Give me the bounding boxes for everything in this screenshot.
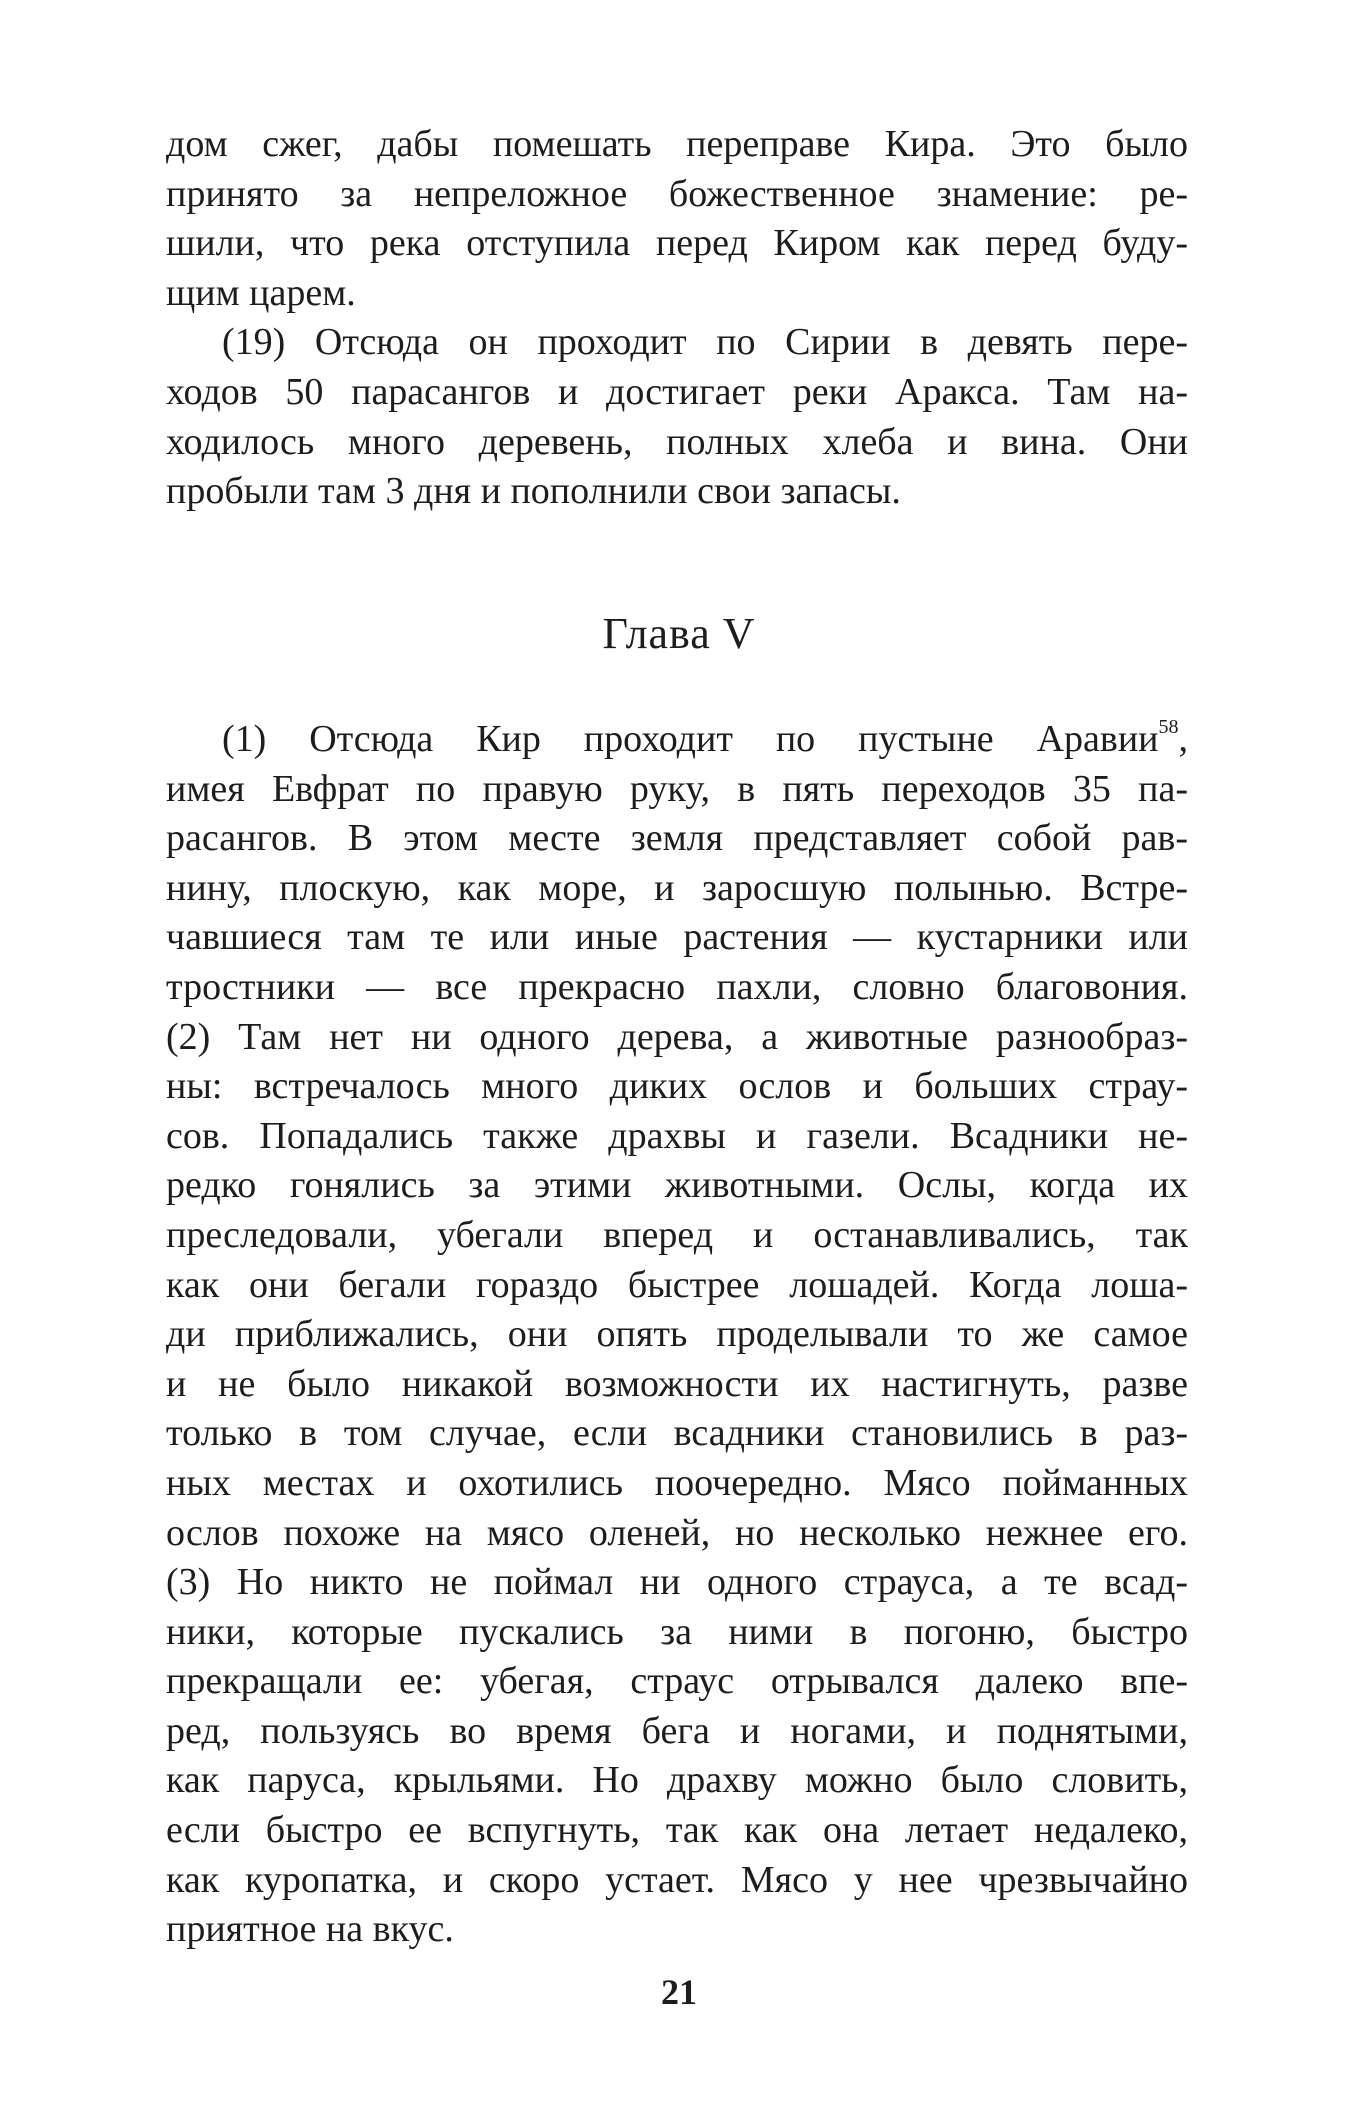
text-line: только в том случае, если всадники становились в раз- — [166, 1412, 1188, 1455]
text-line: дом сжег, дабы помешать переправе Кира. Это было — [166, 123, 1188, 165]
text-line: как они бегали гораздо быстрее лошадей. Когда лоша- — [166, 1263, 1188, 1306]
text-line: как куропатка, и скоро устает. Мясо у нее чрезвычайно — [166, 1858, 1188, 1901]
text-line: имея Евфрат по правую руку, в пять переходов 35 па- — [166, 767, 1188, 810]
text-line: как паруса, крыльями. Но драхву можно было словить, — [166, 1759, 1188, 1802]
chapter-heading: Глава V — [602, 609, 756, 658]
text-line: сов. Попадались также драхвы и газели. Всадники не- — [166, 1114, 1188, 1157]
text-line: ослов похоже на мясо оленей, но несколько нежнее его. — [166, 1511, 1188, 1554]
text-line: если быстро ее вспугнуть, так как она летает недалеко, — [166, 1809, 1188, 1852]
footnote-marker[interactable]: 58 — [1158, 716, 1179, 739]
text-line: ники, которые пускались за ними в погоню, быстро — [166, 1610, 1188, 1653]
text-line: (2) Там нет ни одного дерева, а животные разнообраз- — [166, 1015, 1188, 1058]
text-line: ред, пользуясь во время бега и ногами, и поднятыми, — [166, 1709, 1188, 1752]
text-line: ны: встречалось много диких ослов и больших страу- — [166, 1065, 1188, 1108]
chapter-first-line-tail: , — [1178, 718, 1188, 760]
text-line: ходилось много деревень, полных хлеба и вина. Они — [166, 420, 1188, 463]
text-line: щим царем. — [166, 271, 356, 314]
text-line: ди приближались, они опять проделывали то же самое — [166, 1313, 1188, 1356]
text-line: пробыли там 3 дня и пополнили свои запасы. — [166, 470, 901, 513]
text-line: шили, что река отступила перед Киром как перед буду- — [166, 222, 1188, 265]
page-number: 21 — [661, 1972, 697, 2012]
text-line: и не было никакой возможности их настигнуть, разве — [166, 1362, 1188, 1405]
text-line: нину, плоскую, как море, и заросшую полынью. Встре- — [166, 866, 1188, 909]
text-line: ходов 50 парасангов и достигает реки Аракса. Там на- — [166, 370, 1188, 413]
text-line: чавшиеся там те или иные растения — кустарники или — [166, 916, 1188, 959]
text-line: тростники — все прекрасно пахли, словно благовония. — [166, 965, 1188, 1008]
text-line: принято за непреложное божественное знамение: ре- — [166, 172, 1188, 215]
top-text-block — [166, 120, 1188, 517]
text-line: приятное на вкус. — [166, 1908, 454, 1951]
chapter-text-block — [166, 715, 1188, 1955]
text-line: (3) Но никто не поймал ни одного страуса, а те всад- — [166, 1561, 1188, 1604]
text-line: ных местах и охотились поочередно. Мясо пойманных — [166, 1461, 1188, 1504]
text-line: прекращали ее: убегая, страус отрывался далеко впе- — [166, 1660, 1188, 1703]
text-line: расангов. В этом месте земля представляет собой рав- — [166, 817, 1188, 860]
chapter-first-line-text: (1) Отсюда Кир проходит по пустыне Аравии — [222, 718, 1159, 760]
chapter-first-line — [166, 715, 1188, 765]
text-line: преследовали, убегали вперед и останавливались, так — [166, 1213, 1188, 1256]
text-line: редко гонялись за этими животными. Ослы, когда их — [166, 1164, 1188, 1207]
text-line: (19) Отсюда он проходит по Сирии в девять пере- — [222, 321, 1188, 364]
